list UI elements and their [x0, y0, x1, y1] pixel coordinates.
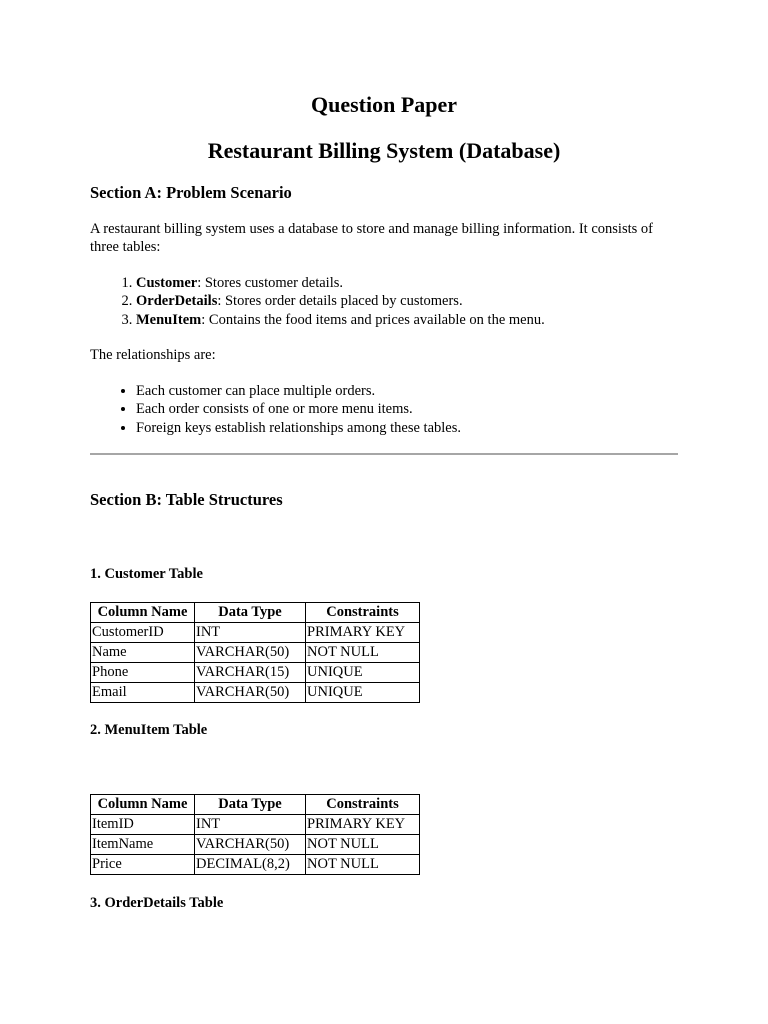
- table-cell: INT: [195, 623, 306, 643]
- table-cell: ItemName: [91, 835, 195, 855]
- column-header: Column Name: [91, 603, 195, 623]
- list-item: 1. Customer: Stores customer details.: [136, 274, 545, 292]
- intro-paragraph: A restaurant billing system uses a database to store and manage billing information. It consists of three tables:: [90, 221, 653, 255]
- table-header-row: [91, 795, 420, 815]
- section-a-heading: Section A: Problem Scenario: [90, 183, 292, 202]
- table-cell: DECIMAL(8,2): [195, 855, 306, 875]
- table-cell: Price: [91, 855, 195, 875]
- column-header: Data Type: [195, 795, 306, 815]
- table-cell: VARCHAR(50): [195, 835, 306, 855]
- orderdetails-table-title: 3. OrderDetails Table: [90, 895, 224, 911]
- page-subtitle: Restaurant Billing System (Database): [207, 138, 561, 163]
- list-item: • Each order consists of one or more menu items.: [136, 400, 461, 418]
- menuitem-table: [90, 794, 420, 875]
- table-row: [91, 663, 420, 683]
- table-cell: VARCHAR(15): [195, 663, 306, 683]
- list-item: • Each customer can place multiple orders.: [136, 382, 461, 400]
- table-row: [91, 835, 420, 855]
- table-cell: NOT NULL: [306, 643, 420, 663]
- table-row: [91, 643, 420, 663]
- customer-table: [90, 602, 420, 703]
- list-item: 2. OrderDetails: Stores order details placed by customers.: [136, 292, 545, 310]
- table-cell: CustomerID: [91, 623, 195, 643]
- table-cell: NOT NULL: [306, 835, 420, 855]
- table-row: [91, 623, 420, 643]
- section-divider: [90, 453, 678, 455]
- list-item: • Foreign keys establish relationships among these tables.: [136, 419, 461, 437]
- table-cell: Phone: [91, 663, 195, 683]
- relationships-list: [90, 382, 461, 437]
- section-b-heading: Section B: Table Structures: [90, 490, 283, 509]
- table-header-row: [91, 603, 420, 623]
- column-header: Column Name: [91, 795, 195, 815]
- column-header: Constraints: [306, 795, 420, 815]
- column-header: Data Type: [195, 603, 306, 623]
- page-title: Question Paper: [310, 92, 458, 117]
- table-cell: Email: [91, 683, 195, 703]
- table-row: [91, 855, 420, 875]
- table-cell: UNIQUE: [306, 683, 420, 703]
- table-cell: INT: [195, 815, 306, 835]
- menuitem-table-title: 2. MenuItem Table: [90, 722, 208, 738]
- table-cell: ItemID: [91, 815, 195, 835]
- customer-table-title: 1. Customer Table: [90, 566, 203, 582]
- column-header: Constraints: [306, 603, 420, 623]
- list-item: 3. MenuItem: Contains the food items and prices available on the menu.: [136, 311, 545, 329]
- table-cell: PRIMARY KEY: [306, 623, 420, 643]
- relationships-intro: The relationships are:: [90, 347, 216, 363]
- table-cell: VARCHAR(50): [195, 683, 306, 703]
- tables-list: [90, 274, 545, 329]
- table-cell: PRIMARY KEY: [306, 815, 420, 835]
- table-row: [91, 683, 420, 703]
- table-row: [91, 815, 420, 835]
- table-cell: Name: [91, 643, 195, 663]
- table-cell: VARCHAR(50): [195, 643, 306, 663]
- table-cell: NOT NULL: [306, 855, 420, 875]
- table-cell: UNIQUE: [306, 663, 420, 683]
